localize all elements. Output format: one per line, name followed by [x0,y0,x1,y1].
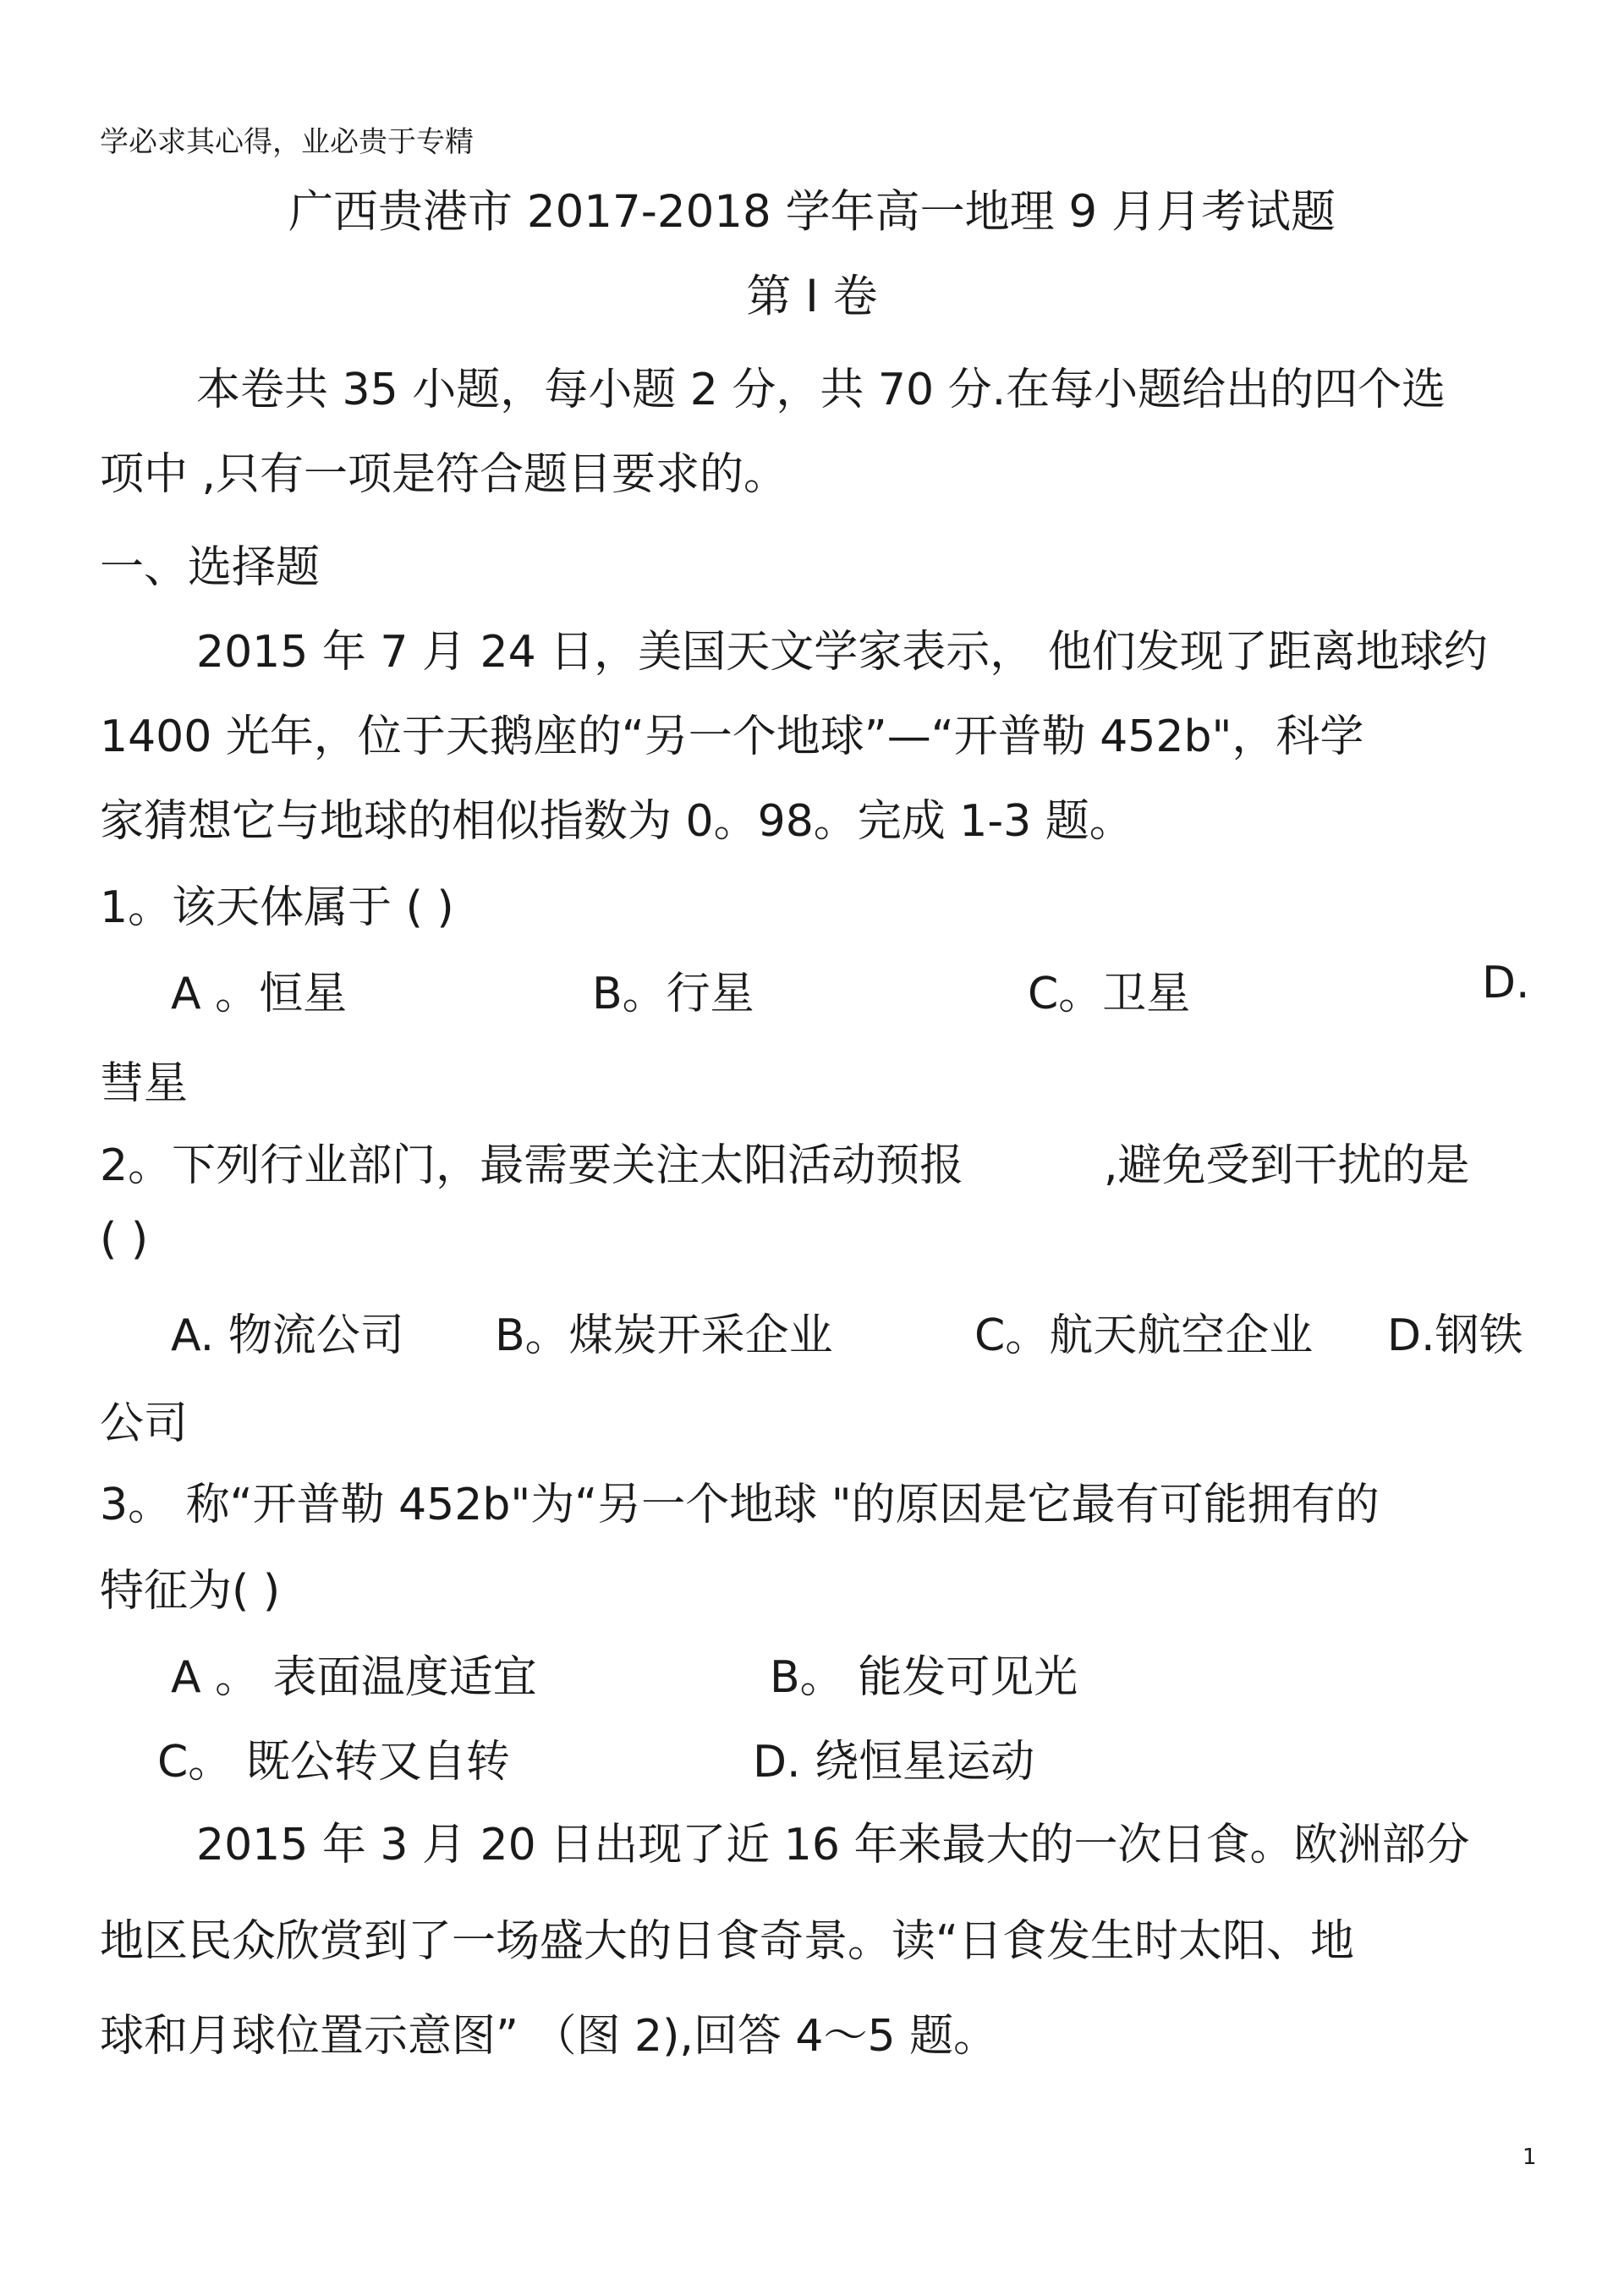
q1-stem: 1。该天体属于 ( ) [100,882,454,933]
instructions-line-1: 本卷共 35 小题，每小题 2 分，共 70 分.在每小题给出的四个选 [196,365,1446,415]
q2-option-d-cont: 公司 [100,1398,189,1449]
section-heading: 一、选择题 [100,542,321,593]
q1-option-c: C。卫星 [1028,969,1191,1019]
page-number: 1 [1522,2145,1537,2170]
passage2-line-1: 2015 年 3 月 20 日出现了近 16 年来最大的一次日食。欧洲部分 [196,1820,1470,1870]
header-motto: 学必求其心得，业必贵于专精 [100,125,474,159]
q1-option-d: D. [1482,958,1530,1008]
passage1-line-1: 2015 年 7 月 24 日，美国天文学家表示， 他们发现了距离地球约 [196,627,1488,678]
q2-option-a: A. 物流公司 [171,1310,404,1361]
q1-option-d-cont: 彗星 [100,1058,189,1109]
volume-heading: 第 I 卷 [746,271,878,322]
q1-option-a: A 。恒星 [171,969,348,1019]
passage1-line-2: 1400 光年，位于天鹅座的“另一个地球”—“开普勒 452b"，科学 [100,711,1364,762]
q3-option-a: A 。 表面温度适宜 [171,1652,537,1703]
q3-option-b: B。 能发可见光 [770,1652,1078,1703]
q2-stem-line-2: ( ) [100,1214,149,1265]
passage1-line-3: 家猜想它与地球的相似指数为 0。98。完成 1-3 题。 [100,796,1133,847]
q3-option-c: C。 既公转又自转 [157,1737,510,1788]
q3-option-d: D. 绕恒星运动 [753,1737,1035,1788]
q2-stem-line-1-cont: ,避免受到干扰的是 [1104,1140,1470,1191]
q2-option-c: C。航天航空企业 [974,1310,1314,1361]
q1-option-b: B。行星 [592,969,754,1019]
q2-option-d: D.钢铁 [1387,1310,1523,1361]
q2-option-b: B。煤炭开采企业 [495,1310,833,1361]
q2-stem-line-1: 2。下列行业部门，最需要关注太阳活动预报 [100,1140,964,1191]
passage2-line-2: 地区民众欣赏到了一场盛大的日食奇景。读“日食发生时太阳、地 [100,1916,1354,1967]
q3-stem-line-1: 3。 称“开普勒 452b"为“另一个地球 "的原因是它最有可能拥有的 [100,1480,1380,1530]
instructions-line-2: 项中 ,只有一项是符合题目要求的。 [100,449,788,500]
passage2-line-3: 球和月球位置示意图” （图 2),回答 4～5 题。 [100,2011,998,2062]
q3-stem-line-2: 特征为( ) [100,1566,281,1617]
exam-title: 广西贵港市 2017-2018 学年高一地理 9 月月考试题 [288,186,1336,238]
